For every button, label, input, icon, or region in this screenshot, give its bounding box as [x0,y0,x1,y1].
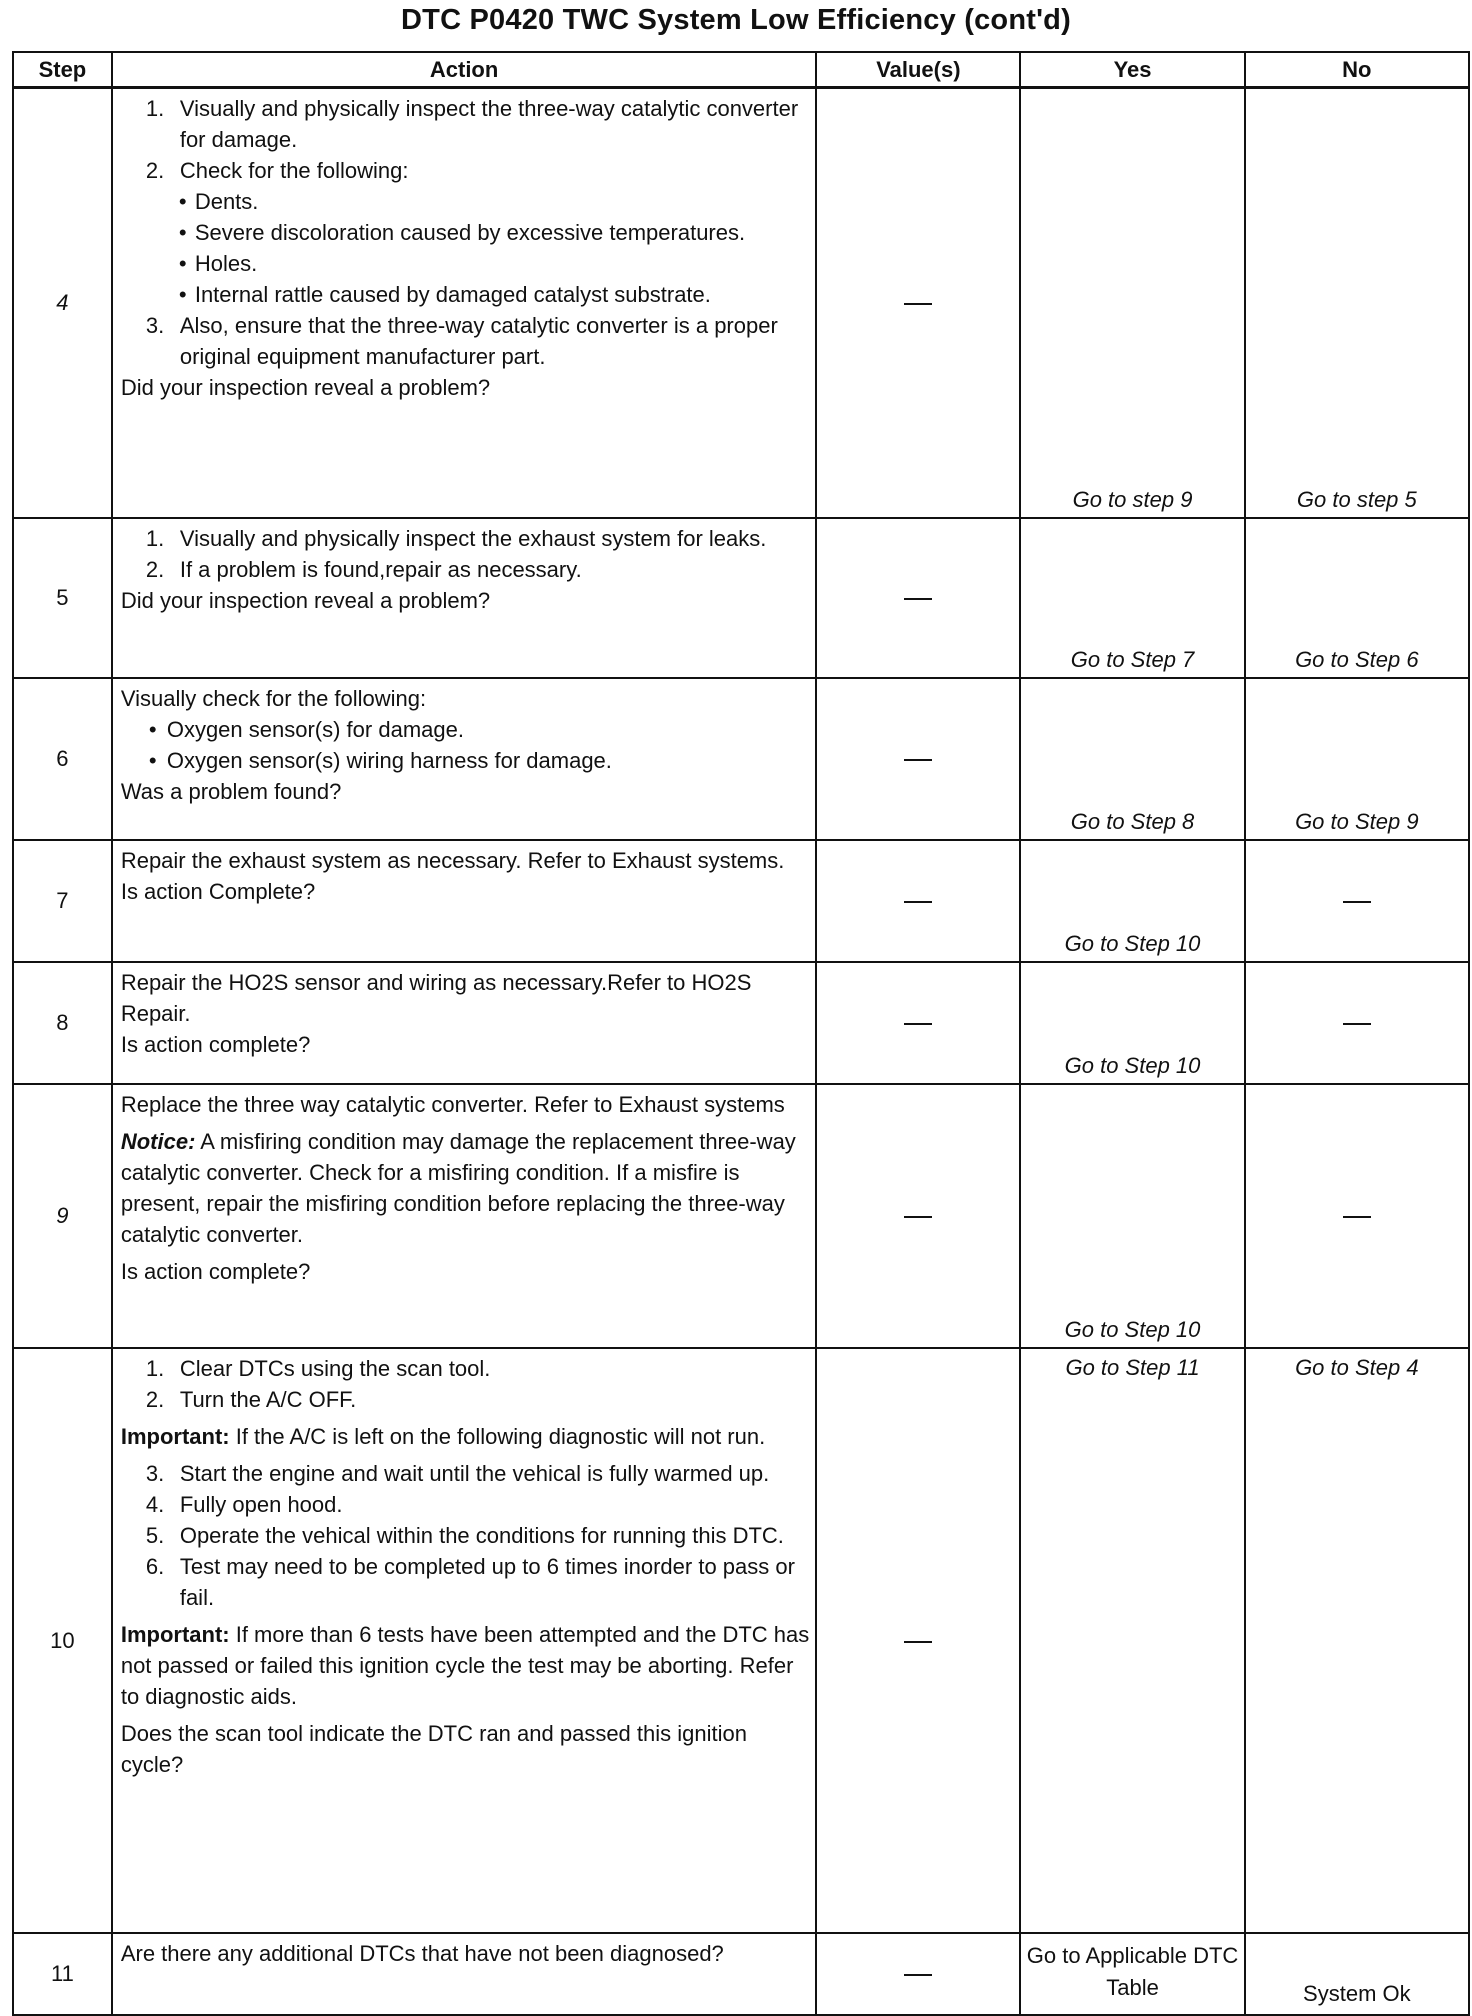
dash-mark [1343,1216,1371,1218]
value-cell [816,962,1020,1084]
action-question: Does the scan tool indicate the DTC ran and passed this ignition cycle? [120,1721,747,1777]
dash-mark [904,598,932,600]
action-cell [112,1933,817,2015]
no-cell [1245,962,1469,1084]
header-yes: Yes [1020,52,1244,88]
step-number: 11 [13,1933,112,2015]
table-row [13,1084,1469,1348]
yes-cell: Go to Step 10 [1020,840,1244,962]
dash-mark [904,1641,932,1643]
list-item: 6. Test may need to be completed up to 6 times inorder to pass or fail. [145,1554,795,1610]
action-question: Did your inspection reveal a problem? [120,375,491,400]
header-step: Step [13,52,112,88]
dash-mark [1343,1023,1371,1025]
bullet-item: • Severe discoloration caused by excessive temperatures. [178,220,746,245]
step-number: 5 [13,518,112,678]
dash-mark [1343,901,1371,903]
value-cell [816,1348,1020,1933]
dash-mark [904,1974,932,1976]
header-action: Action [112,52,817,88]
action-question: Was a problem found? [120,779,342,804]
bullet-item: • Dents. [178,189,259,214]
value-cell [816,1933,1020,2015]
action-question: Is action complete? [120,1259,311,1284]
action-cell [112,678,817,840]
header-values: Value(s) [816,52,1020,88]
yes-cell: Go to Step 10 [1020,962,1244,1084]
bullet-item: • Internal rattle caused by damaged catalyst substrate. [178,282,711,307]
action-cell [112,840,817,962]
list-item: 4. Fully open hood. [145,1492,343,1517]
step-number: 4 [13,88,112,519]
step-number: 7 [13,840,112,962]
action-text: Are there any additional DTCs that have not been diagnosed? [120,1941,724,1966]
yes-cell: Go to Step 11 [1020,1348,1244,1933]
important-label: Important: [120,1424,230,1449]
table-row [13,678,1469,840]
list-item: 3. Start the engine and wait until the vehical is fully warmed up. [145,1461,770,1486]
no-cell [1245,840,1469,962]
page-title: DTC P0420 TWC System Low Efficiency (cont'd) [401,4,1071,36]
header-row [13,52,1469,88]
step-number: 9 [13,1084,112,1348]
action-text: Visually check for the following: [120,686,427,711]
value-cell [816,518,1020,678]
list-item: 1. Visually and physically inspect the three-way catalytic converter for damage. [145,96,799,152]
diagnostic-table [12,51,1470,2016]
list-item: 1. Clear DTCs using the scan tool. [145,1356,491,1381]
list-item: 2. Turn the A/C OFF. [145,1387,357,1412]
notice-text: Notice: A misfiring condition may damage the replacement three-way catalytic converter. Check for a misfiring condition. If a misfire is present, repair the misfiring condition before replacing the three-way catalytic converter. [120,1129,796,1247]
step-number: 8 [13,962,112,1084]
list-item: 2. Check for the following: [145,158,409,183]
no-cell: Go to step 5 [1245,88,1469,519]
action-question: Did your inspection reveal a problem? [120,588,491,613]
action-question: Is action Complete? [120,879,316,904]
action-cell [112,1084,817,1348]
step-number: 6 [13,678,112,840]
list-item: 1. Visually and physically inspect the exhaust system for leaks. [145,526,767,551]
action-text: Repair the HO2S sensor and wiring as necessary.Refer to HO2S Repair. [120,970,752,1026]
dash-mark [904,1216,932,1218]
action-text: Repair the exhaust system as necessary. Refer to Exhaust systems. [120,848,785,873]
no-cell: Go to Step 9 [1245,678,1469,840]
action-cell [112,88,817,519]
dash-mark [904,759,932,761]
value-cell [816,840,1020,962]
no-cell: Go to Step 6 [1245,518,1469,678]
dash-mark [904,901,932,903]
table-row [13,962,1469,1084]
action-cell [112,962,817,1084]
yes-cell: Go to Step 7 [1020,518,1244,678]
value-cell [816,1084,1020,1348]
list-item: 2. If a problem is found,repair as necessary. [145,557,582,582]
list-item: 5. Operate the vehical within the conditions for running this DTC. [145,1523,784,1548]
table-row [13,518,1469,678]
value-cell [816,88,1020,519]
action-question: Is action complete? [120,1032,311,1057]
table-row [13,88,1469,519]
bullet-item: • Holes. [178,251,258,276]
header-no: No [1245,52,1469,88]
table-row [13,840,1469,962]
list-item: 3. Also, ensure that the three-way catalytic converter is a proper original equipment manufacturer part. [145,313,778,369]
action-text: Replace the three way catalytic converter. Refer to Exhaust systems [120,1092,785,1117]
step-number: 10 [13,1348,112,1933]
action-cell [112,1348,817,1933]
value-cell [816,678,1020,840]
notice-label: Notice: [120,1129,196,1154]
dash-mark [904,1023,932,1025]
bullet-item: • Oxygen sensor(s) for damage. [148,717,464,742]
yes-cell: Go to Step 10 [1020,1084,1244,1348]
no-cell [1245,1084,1469,1348]
yes-cell: Go to Applicable DTC Table [1020,1933,1244,2015]
no-cell: Go to Step 4 [1245,1348,1469,1933]
important-label: Important: [120,1622,230,1647]
no-cell: System Ok [1245,1933,1469,2015]
table-row [13,1348,1469,1933]
table-row [13,1933,1469,2015]
important-note: Important: If the A/C is left on the following diagnostic will not run. [120,1424,766,1449]
action-cell [112,518,817,678]
yes-cell: Go to Step 8 [1020,678,1244,840]
yes-cell: Go to step 9 [1020,88,1244,519]
important-note: Important: If more than 6 tests have been attempted and the DTC has not passed or failed this ignition cycle the test may be aborting. Refer to diagnostic aids. [120,1622,810,1709]
dash-mark [904,303,932,305]
bullet-item: • Oxygen sensor(s) wiring harness for damage. [148,748,612,773]
